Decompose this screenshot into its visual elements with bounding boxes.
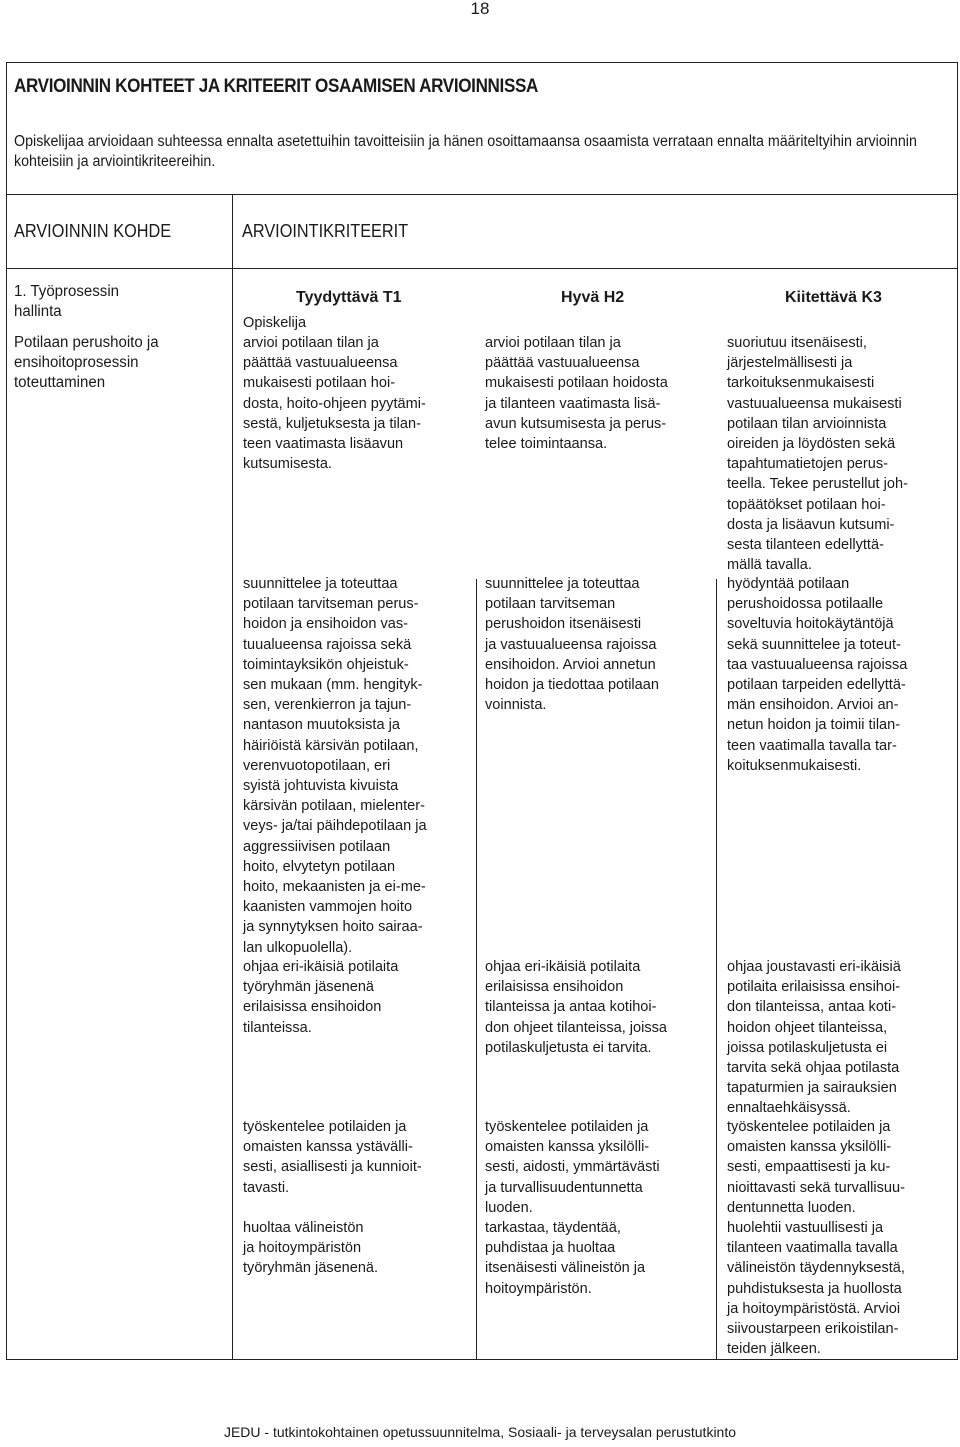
criterion-line: potilaskuljetusta ei tarvita. (485, 1038, 652, 1056)
criterion-line: teella. Tekee perustellut joh- (727, 475, 908, 493)
criterion-line: tapaturmien ja sairauksien (727, 1079, 897, 1097)
criterion-line: soveltuvia hoitokäytäntöjä (727, 615, 894, 633)
criterion-line: aggressiivisen potilaan (243, 837, 391, 855)
criterion-line: nioittavasti sekä turvallisuu- (727, 1178, 905, 1196)
criterion-line: teiden jälkeen. (727, 1340, 821, 1358)
criterion-line: puhdistuksesta ja huollosta (727, 1279, 902, 1297)
criterion-line: ennaltaehkäisyssä. (727, 1099, 851, 1117)
criterion-line: välineistön täydennyksestä, (727, 1259, 905, 1277)
column-divider (716, 579, 717, 1360)
criterion-line: työskentelee potilaiden ja (243, 1118, 407, 1135)
criterion-line: potilaan tilan arvioinnista (727, 414, 887, 432)
criterion-line: don ohjeet tilanteissa, joissa (485, 1018, 667, 1036)
criterion-line: voinnista. (485, 696, 547, 714)
criterion-line: tarvita sekä ohjaa potilasta (727, 1059, 900, 1077)
target-heading: 1. Työprosessin hallinta (14, 283, 120, 321)
criterion-line: suoriutuu itsenäisesti, (727, 334, 867, 351)
criterion-line: ensihoidon. Arvioi annetun (485, 655, 656, 673)
criterion-line: järjestelmällisesti ja (727, 354, 853, 372)
criterion-line: lan ulkopuolella). (243, 938, 353, 956)
criterion-h2 (485, 1218, 710, 1299)
criterion-line: ja hoitoympäristön (243, 1239, 362, 1257)
criterion-t1 (243, 1218, 468, 1279)
criterion-line: hyödyntää potilaan (727, 575, 850, 592)
header-assessment-target: ARVIOINNIN KOHDE (14, 220, 172, 241)
criterion-line: suunnittelee ja toteuttaa (485, 575, 640, 592)
criterion-line: oireiden ja löydösten sekä (727, 435, 896, 453)
criterion-h2 (485, 574, 710, 715)
criterion-line: tavasti. (243, 1178, 290, 1196)
criterion-line: tilanteen vaatimalla tavalla (727, 1239, 898, 1257)
criterion-line: itsenäisesti välineistön ja (485, 1259, 646, 1277)
criterion-line: omaisten kanssa yksilölli- (485, 1138, 650, 1156)
criterion-line: hoidon ohjeet tilanteissa, (727, 1018, 888, 1036)
criterion-line: perushoidon itsenäisesti (485, 615, 642, 633)
criterion-line: tuualueensa rajoissa sekä (243, 635, 412, 653)
criterion-line: omaisten kanssa yksilölli- (727, 1138, 892, 1156)
criterion-line: don tilanteissa, antaa koti- (727, 998, 897, 1016)
criterion-line: työryhmän jäsenenä. (243, 1259, 379, 1277)
criterion-line: potilaan tarvitseman (485, 595, 616, 613)
criterion-line: tilanteissa. (243, 1018, 312, 1036)
criterion-line: tapahtumatietojen perus- (727, 455, 888, 473)
criterion-line: ohjaa eri-ikäisiä potilaita (243, 958, 399, 975)
criterion-line: siivoustarpeen erikoistilan- (727, 1320, 899, 1338)
criterion-line: tarkastaa, täydentää, (485, 1219, 621, 1236)
criterion-line: potilaan tarvitseman perus- (243, 595, 419, 613)
criterion-line: luoden. (485, 1198, 533, 1216)
page-number: 18 (470, 0, 490, 18)
criterion-line: sesti, aidosti, ymmärtävästi (485, 1158, 660, 1176)
criterion-line: joissa potilaskuljetusta ei (727, 1038, 888, 1056)
level-h2: Hyvä H2 (561, 289, 625, 306)
criterion-line: hoito, elvytetyn potilaan (243, 857, 396, 875)
intro-paragraph: Opiskelijaa arvioidaan suhteessa ennalta asetettuihin tavoitteisiin ja hänen osoittamaansa osaamista verrataan ennalta määriteltyihin arvioinnin kohteisiin ja arviointikriteereihin. (14, 133, 917, 170)
criterion-line: mällä tavalla. (727, 556, 812, 574)
criterion-line: nantason muutoksista ja (243, 716, 400, 734)
criterion-k3 (727, 1117, 952, 1218)
header-assessment-criteria: ARVIOINTIKRITEERIT (242, 220, 409, 241)
criterion-line: omaisten kanssa ystävälli- (243, 1138, 413, 1156)
criterion-line: män ensihoidon. Arvioi an- (727, 696, 899, 714)
criterion-line: topäätökset potilaan hoi- (727, 495, 886, 513)
criterion-line: päättää vastuualueensa (243, 354, 398, 372)
criterion-line: erilaisissa ensihoidon (485, 978, 624, 996)
criterion-t1 (243, 574, 468, 958)
subject-label: Opiskelija (243, 314, 307, 331)
criterion-line: ja turvallisuudentunnetta (485, 1178, 643, 1196)
criterion-line: dentunnetta luoden. (727, 1198, 856, 1216)
criterion-line: huolehtii vastuullisesti ja (727, 1219, 884, 1236)
criterion-line: arvioi potilaan tilan ja (485, 334, 621, 351)
criterion-line: koituksenmukaisesti. (727, 756, 862, 774)
criterion-k3 (727, 333, 952, 575)
criterion-line: ohjaa joustavasti eri-ikäisiä (727, 958, 901, 975)
criterion-line: ja synnytyksen hoito sairaa- (243, 918, 423, 936)
criterion-line: potilaita erilaisissa ensihoi- (727, 978, 901, 996)
criterion-line: hoitoympäristön. (485, 1279, 592, 1297)
criterion-k3 (727, 574, 952, 776)
criterion-h2 (485, 1117, 710, 1218)
criterion-line: avun kutsumisesta ja perus- (485, 414, 667, 432)
criterion-line: verenvuotopotilaan, eri (243, 756, 391, 774)
criterion-k3 (727, 1218, 952, 1359)
target-description: Potilaan perushoito ja ensihoitoprosessin toteuttaminen (14, 334, 159, 392)
criterion-h2 (485, 333, 710, 454)
criterion-line: työskentelee potilaiden ja (727, 1118, 891, 1135)
criterion-line: ohjaa eri-ikäisiä potilaita (485, 958, 641, 975)
criterion-line: sekä suunnittelee ja toteut- (727, 635, 901, 653)
criterion-line: arvioi potilaan tilan ja (243, 334, 379, 351)
criterion-line: suunnittelee ja toteuttaa (243, 575, 398, 592)
criterion-line: ja tilanteen vaatimasta lisä- (485, 394, 661, 412)
criterion-line: kutsumisesta. (243, 455, 332, 473)
criterion-line: ja vastuualueensa rajoissa (485, 635, 657, 653)
page-title: ARVIOINNIN KOHTEET JA KRITEERIT OSAAMISEN ARVIOINNISSA (14, 76, 539, 97)
criterion-line: sesti, empaattisesti ja ku- (727, 1158, 891, 1176)
table-divider (6, 194, 958, 195)
column-divider (476, 579, 477, 1360)
criterion-line: perushoidossa potilaalle (727, 595, 884, 613)
criterion-line: päättää vastuualueensa (485, 354, 640, 372)
criterion-line: sesti, asiallisesti ja kunnioit- (243, 1158, 422, 1176)
criterion-line: toimintayksikön ohjeistuk- (243, 655, 409, 673)
criterion-line: netun hoidon ja toimii tilan- (727, 716, 901, 734)
criterion-line: hoidon ja tiedottaa potilaan (485, 676, 659, 694)
criterion-line: erilaisissa ensihoidon (243, 998, 382, 1016)
criterion-line: tarkoituksenmukaisesti (727, 374, 875, 392)
criterion-line: sen, verenkierron ja tajun- (243, 696, 412, 714)
level-k3: Kiitettävä K3 (785, 289, 882, 306)
criterion-line: telee toimintaansa. (485, 435, 608, 453)
criterion-line: hoito, mekaanisten ja ei-me- (243, 878, 426, 896)
criterion-line: teen vaatimasta lisäavun (243, 435, 404, 453)
criterion-line: sestä, kuljetuksesta ja tilan- (243, 414, 421, 432)
criterion-t1 (243, 957, 468, 1038)
criterion-k3 (727, 957, 952, 1119)
criterion-line: häiriöistä kärsivän potilaan, (243, 736, 419, 754)
criterion-t1 (243, 333, 468, 474)
criterion-line: dosta, hoito-ohjeen pyytämi- (243, 394, 426, 412)
criterion-line: ja hoitoympäristöstä. Arvioi (727, 1299, 901, 1317)
criterion-line: työryhmän jäsenenä (243, 978, 375, 996)
criterion-line: dosta ja lisäavun kutsumi- (727, 515, 895, 533)
criterion-t1 (243, 1117, 468, 1198)
level-t1: Tyydyttävä T1 (296, 289, 402, 306)
criterion-line: kärsivän potilaan, mielenter- (243, 797, 425, 815)
criterion-line: mukaisesti potilaan hoidosta (485, 374, 668, 392)
column-divider (232, 194, 233, 1360)
criterion-line: huoltaa välineistön (243, 1219, 364, 1236)
criterion-line: veys- ja/tai päihdepotilaan ja (243, 817, 427, 835)
criterion-line: työskentelee potilaiden ja (485, 1118, 649, 1135)
criterion-line: mukaisesti potilaan hoi- (243, 374, 396, 392)
criterion-line: sen mukaan (mm. hengityk- (243, 676, 423, 694)
criterion-h2 (485, 957, 710, 1058)
criterion-line: sesta tilanteen edellyttä- (727, 536, 884, 554)
criterion-line: hoidon ja ensihoidon vas- (243, 615, 409, 633)
table-divider (6, 268, 958, 269)
criterion-line: vastuualueensa mukaisesti (727, 394, 902, 412)
criterion-line: tilanteissa ja antaa kotihoi- (485, 998, 657, 1016)
criterion-line: syistä johtuvista kivuista (243, 777, 399, 795)
criterion-line: kaanisten vammojen hoito (243, 898, 413, 916)
criterion-line: teen vaatimalla tavalla tar- (727, 736, 897, 754)
criterion-line: potilaan tarpeiden edellyttä- (727, 676, 906, 694)
criterion-line: puhdistaa ja huoltaa (485, 1239, 616, 1257)
page-footer: JEDU - tutkintokohtainen opetussuunnitelma, Sosiaali- ja terveysalan perustutkinto (223, 1424, 737, 1440)
criterion-line: taa vastuualueensa rajoissa (727, 655, 908, 673)
